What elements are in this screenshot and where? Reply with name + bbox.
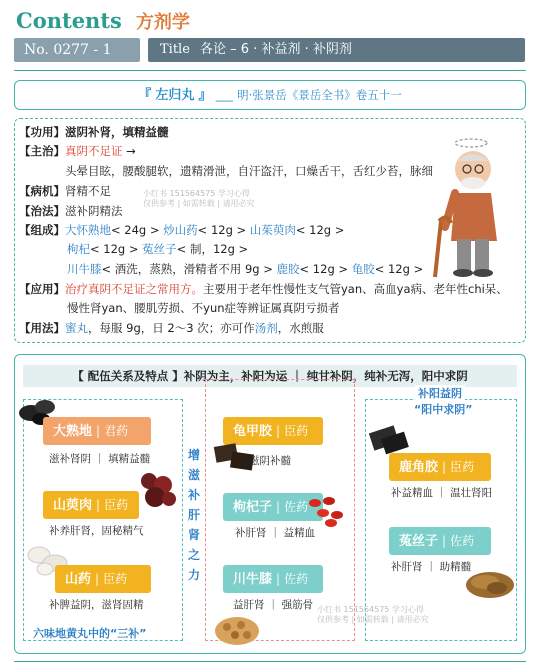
herb-effect: 补脾益阴，滋肾固精	[49, 599, 144, 611]
watermark: 小红书 151564575 学习心得 仅供参考 | 如需转载 | 请用必究	[317, 605, 429, 624]
text-gongyong: 滋阴补肾，填精益髓	[65, 125, 169, 139]
tag-zhuzhi: 【主治】	[19, 144, 65, 158]
formula-open: 『	[138, 88, 152, 103]
compatibility-section	[14, 354, 526, 654]
row-zucheng-2	[67, 240, 248, 258]
right-label-2: “阳中求阴”	[411, 401, 475, 417]
zhuzhi-main: 真阴不足证	[65, 144, 123, 158]
herb-name: 枸杞子	[233, 500, 273, 515]
ingredient-dose: < 12g >	[90, 242, 139, 256]
herb-role: 佐药	[284, 500, 309, 514]
herb-role: 臣药	[103, 572, 128, 586]
yingyong-text2: 慢性肾yan、腰肌劳损、不yun症等辨证属真阴亏损者	[67, 301, 340, 315]
row-zucheng-3	[67, 260, 423, 278]
herb-effect: 补肝肾 ｜ 益精血	[235, 527, 316, 539]
ingredient-name: 炒山药	[163, 223, 198, 237]
divider	[14, 70, 526, 71]
herb-tag: 菟丝子 | 佐药	[389, 527, 491, 555]
herb-name: 川牛膝	[233, 572, 273, 587]
text-zhifa: 滋补阴精法	[65, 204, 123, 218]
yongfa-text1: ，每服 9g，日 2～3 次；亦可作	[88, 321, 255, 335]
compatibility-title: 【 配伍关系及特点 】补阴为主，补阳为运 ｜ 纯甘补阴，纯补无泻，阳中求阴	[23, 365, 517, 387]
arrow-icon: →	[122, 144, 136, 158]
text-bingji: 肾精不足	[65, 184, 111, 198]
tag-yingyong: 【应用】	[19, 282, 65, 296]
right-label-1: 补阳益阴	[415, 385, 465, 401]
tag-bingji: 【病机】	[19, 184, 65, 198]
row-yongfa	[19, 319, 324, 337]
tag-zhifa: 【治法】	[19, 204, 65, 218]
yongfa-pill: 蜜丸	[65, 321, 88, 335]
title-label: Title	[160, 42, 190, 57]
ingredient-name: 鹿胶	[276, 262, 300, 276]
herb-tag: 川牛膝 | 佐药	[223, 565, 323, 593]
formula-banner	[14, 80, 526, 110]
header-title-cn: 方剂学	[135, 12, 190, 33]
herb-role: 佐药	[450, 534, 475, 548]
herb-tag: 龟甲胶 | 臣药	[223, 417, 323, 445]
herb-role: 佐药	[284, 572, 309, 586]
herb-name: 鹿角胶	[399, 460, 439, 475]
formula-name: 左归丸	[155, 88, 195, 103]
ingredient-dose: < 制，12g >	[176, 242, 249, 256]
watermark: 小红书 151564575 学习心得 仅供参考 | 如需转载 | 请用必究	[143, 189, 255, 208]
ingredient-name: 大怀熟地	[65, 223, 111, 237]
ingredient-dose: < 12g >	[295, 223, 345, 237]
yongfa-text2: ，水煎服	[277, 321, 324, 335]
herb-name: 龟甲胶	[233, 424, 273, 439]
herb-role: 君药	[104, 424, 129, 438]
herb-tag: 枸杞子 | 佐药	[223, 493, 323, 521]
ingredient-name: 山茱萸肉	[249, 223, 296, 237]
vertical-label: 增 滋 补 肝 肾 之 力	[187, 448, 200, 582]
row-gongyong	[19, 123, 169, 141]
page-header	[16, 8, 190, 34]
herb-role: 臣药	[284, 424, 309, 438]
tag-gongyong: 【功用】	[19, 125, 65, 139]
herb-effect: 滋补肾阴 ｜ 填精益髓	[49, 453, 151, 465]
old-man-illustration	[425, 131, 523, 281]
ingredient-dose: < 12g >	[374, 262, 424, 276]
zhuzhi-detail: 头晕目眩，腰酸腿软，遗精滑泄，自汗盗汗，口燥舌干，舌红少苔，脉细	[65, 164, 433, 178]
row-zhifa	[19, 202, 123, 220]
title-bar	[148, 38, 525, 62]
yingyong-main: 治疗真阴不足证之常用方。	[65, 282, 203, 296]
herb-name: 山萸肉	[53, 498, 93, 513]
sanbu-caption: 六味地黄丸中的“三补”	[33, 627, 147, 640]
divider	[14, 661, 526, 662]
herb-tag: 鹿角胶 | 臣药	[389, 453, 491, 481]
herb-effect: 滋阴补髓	[249, 455, 291, 467]
row-yingyong	[19, 280, 508, 298]
herb-name: 菟丝子	[399, 534, 439, 549]
tag-zucheng: 【组成】	[19, 223, 65, 237]
herb-effect: 益肝肾 ｜ 强筋骨	[233, 599, 314, 611]
shanyurou-image	[133, 467, 179, 513]
formula-info-box	[14, 118, 526, 343]
herb-role: 臣药	[450, 460, 475, 474]
yongfa-decoction: 汤剂	[254, 321, 278, 335]
ingredient-name: 枸杞	[67, 242, 90, 256]
formula-source: 明·张景岳《景岳全书》卷五十一	[237, 88, 402, 102]
herb-tag: 山萸肉 | 臣药	[43, 491, 139, 519]
herb-effect: 补益精血 ｜ 温壮肾阳	[391, 487, 493, 499]
formula-dash: ___	[215, 88, 233, 102]
row-zhuzhi	[19, 142, 136, 160]
ingredient-dose: < 12g >	[197, 223, 247, 237]
formula-close: 』	[198, 88, 212, 103]
header-title-en: Contents	[16, 8, 122, 33]
number-badge: No. 0277 - 1	[14, 38, 140, 62]
ingredient-name: 川牛膝	[67, 262, 102, 276]
herb-tag: 大熟地 | 君药	[43, 417, 151, 445]
herb-role: 臣药	[104, 498, 129, 512]
herb-name: 山药	[65, 572, 92, 587]
tag-yongfa: 【用法】	[19, 321, 65, 335]
ingredient-dose: < 12g >	[299, 262, 349, 276]
ingredient-dose: < 酒洗，蒸熟，滑精者不用 9g >	[101, 262, 273, 276]
herb-name: 大熟地	[53, 424, 93, 439]
row-zucheng-1	[19, 221, 344, 239]
ingredient-dose: < 24g >	[111, 223, 160, 237]
herb-tag: 山药 | 臣药	[55, 565, 151, 593]
ingredient-name: 龟胶	[351, 262, 375, 276]
herb-effect: 补肝肾 ｜ 助精髓	[391, 561, 472, 573]
row-bingji	[19, 182, 111, 200]
herb-effect: 补养肝肾，固秘精气	[49, 525, 144, 537]
ingredient-name: 菟丝子	[142, 242, 177, 256]
title-text: 各论 – 6 · 补益剂 · 补阴剂	[200, 42, 352, 57]
yingyong-text: 主要用于老年性慢性支气管yan、高血ya病、老年性chi呆、	[203, 282, 508, 296]
tusizi-image	[463, 565, 517, 601]
niuxi-image	[213, 611, 261, 647]
